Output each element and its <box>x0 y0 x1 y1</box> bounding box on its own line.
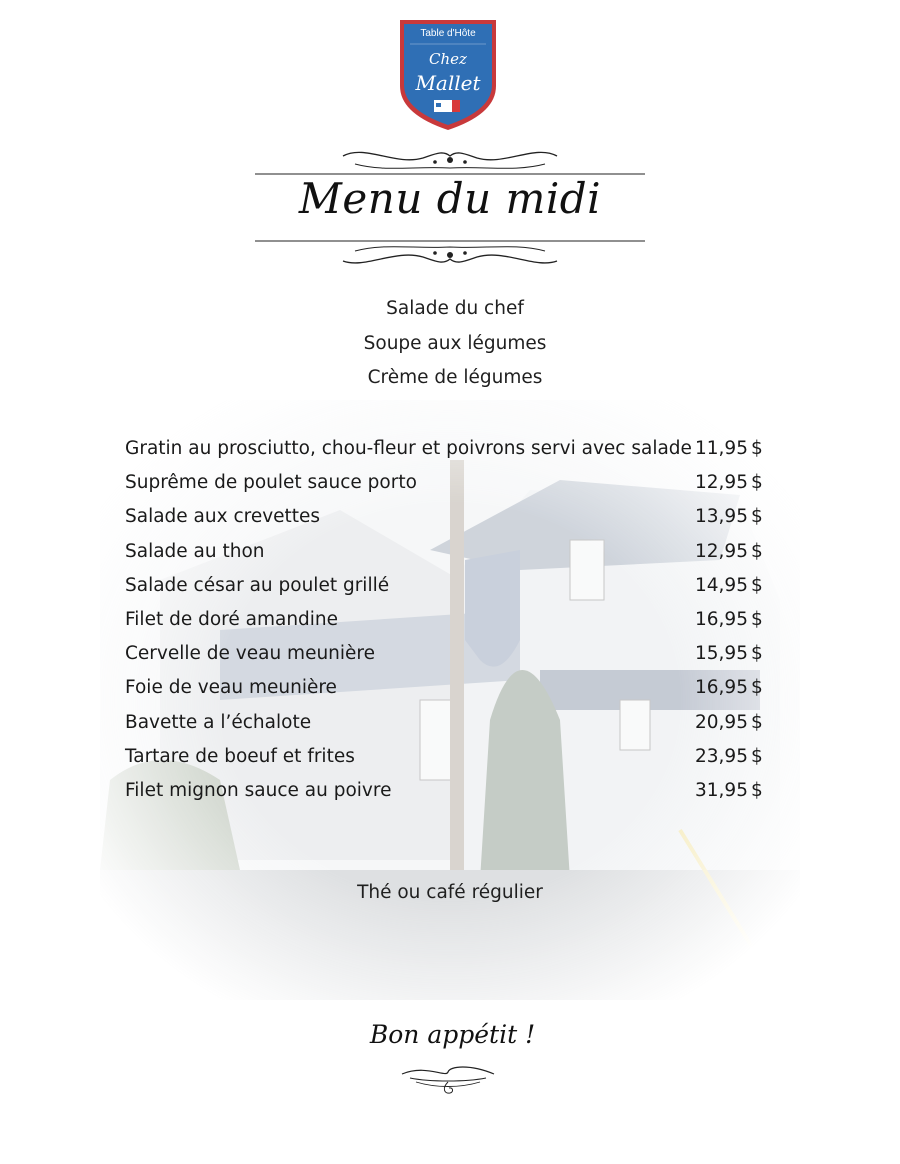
ornament-bottom-flourish <box>255 235 645 269</box>
menu-item <box>125 540 785 564</box>
starter-item: Crème de légumes <box>367 367 543 388</box>
item-price: 16,95 <box>695 677 748 699</box>
item-price: 13,95 <box>695 506 748 528</box>
item-currency: $ <box>751 540 763 562</box>
item-name: Foie de veau meunière <box>125 677 337 699</box>
svg-text:Chez: Chez <box>429 50 467 68</box>
beverage-note: Thé ou café régulier <box>357 882 543 903</box>
menu-item <box>125 779 785 803</box>
item-currency: $ <box>751 745 763 767</box>
item-name: Suprême de poulet sauce porto <box>125 472 417 494</box>
item-name: Bavette a l’échalote <box>125 711 312 733</box>
menu-item <box>125 574 785 598</box>
item-price: 31,95 <box>695 779 748 801</box>
item-currency: $ <box>751 677 763 699</box>
closing-flourish-ornament <box>396 1056 500 1098</box>
starter-item: Soupe aux légumes <box>363 332 547 354</box>
item-currency: $ <box>751 472 763 494</box>
item-currency: $ <box>751 779 763 801</box>
item-currency: $ <box>751 608 763 630</box>
item-price: 14,95 <box>695 574 748 596</box>
item-name: Tartare de boeuf et frites <box>125 745 355 767</box>
menu-item <box>125 471 785 495</box>
menu-item <box>125 505 785 529</box>
menu-item <box>125 676 785 700</box>
item-price: 12,95 <box>695 540 748 562</box>
item-name: Filet mignon sauce au poivre <box>125 779 392 801</box>
svg-text:Mallet: Mallet <box>415 71 481 95</box>
menu-item <box>125 711 785 735</box>
item-currency: $ <box>751 711 763 733</box>
closing-text: Bon appétit ! <box>369 1020 536 1049</box>
item-name: Cervelle de veau meunière <box>125 643 376 665</box>
item-name: Salade au thon <box>125 540 265 562</box>
restaurant-logo <box>396 16 500 134</box>
item-price: 20,95 <box>695 711 748 733</box>
item-price: 16,95 <box>695 608 748 630</box>
item-price: 15,95 <box>695 643 748 665</box>
item-currency: $ <box>751 643 763 665</box>
item-name: Filet de doré amandine <box>125 608 339 630</box>
item-price: 23,95 <box>695 745 748 767</box>
item-price: 11,95 <box>695 438 748 459</box>
menu-item <box>125 608 785 632</box>
item-currency: $ <box>751 574 763 596</box>
menu-item <box>125 745 785 769</box>
menu-item <box>125 437 785 461</box>
item-price: 12,95 <box>695 472 748 494</box>
menu-item <box>125 642 785 666</box>
starter-item: Salade du chef <box>386 298 524 319</box>
starters-list <box>0 292 900 396</box>
item-name: Gratin au prosciutto, chou-fleur et poivrons servi avec salade <box>125 438 692 459</box>
svg-text:Table d'Hôte: Table d'Hôte <box>420 28 476 39</box>
item-currency: $ <box>751 438 763 459</box>
menu-title: Menu du midi <box>298 174 602 223</box>
menu-items-list <box>125 437 785 813</box>
item-currency: $ <box>751 506 763 528</box>
flag-icon <box>434 100 460 112</box>
item-name: Salade aux crevettes <box>125 506 321 528</box>
item-name: Salade césar au poulet grillé <box>125 574 390 596</box>
